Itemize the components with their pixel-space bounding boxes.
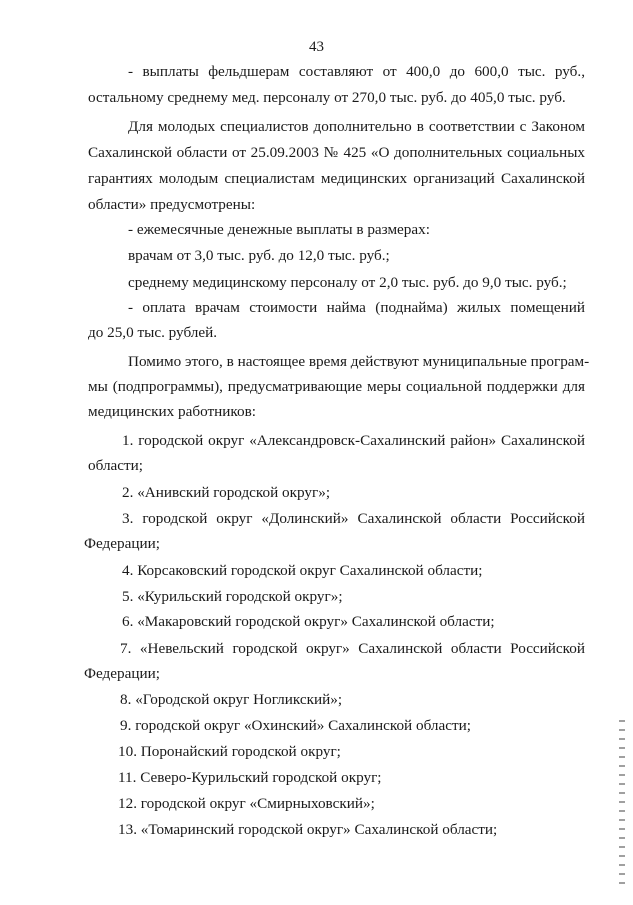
text-line: остальному среднему мед. персоналу от 270,0 тыс. руб. до 405,0 тыс. руб. bbox=[88, 89, 566, 106]
list-item: 12. городской округ «Смирныховский»; bbox=[118, 795, 375, 812]
text-line: Сахалинской области от 25.09.2003 № 425 «О дополнительных социальных bbox=[88, 144, 585, 161]
text-line: до 25,0 тыс. рублей. bbox=[88, 324, 218, 341]
page-number: 43 bbox=[309, 39, 324, 55]
list-item: 7. «Невельский городской округ» Сахалинской области Российской bbox=[120, 640, 585, 657]
list-item: 4. Корсаковский городской округ Сахалинской области; bbox=[122, 562, 483, 579]
text-line: Помимо этого, в настоящее время действуют муниципальные програм- bbox=[128, 353, 590, 370]
list-item: 9. городской округ «Охинский» Сахалинской области; bbox=[120, 717, 471, 734]
text-line: - ежемесячные денежные выплаты в размерах: bbox=[128, 221, 430, 238]
text-line: области» предусмотрены: bbox=[88, 196, 256, 213]
text-line: врачам от 3,0 тыс. руб. до 12,0 тыс. руб.; bbox=[128, 247, 390, 264]
text-line: - оплата врачам стоимости найма (поднайма) жилых помещений bbox=[128, 299, 585, 316]
scan-margin-marks bbox=[619, 720, 625, 885]
text-line: гарантиях молодым специалистам медицинских организаций Сахалинской bbox=[88, 170, 585, 187]
list-item: 5. «Курильский городской округ»; bbox=[122, 588, 343, 605]
text-line: Для молодых специалистов дополнительно в соответствии с Законом bbox=[128, 118, 585, 135]
list-item: 1. городской округ «Александровск-Сахалинский район» Сахалинской bbox=[122, 432, 585, 449]
list-item-continuation: Федерации; bbox=[84, 665, 160, 682]
list-item: 3. городской округ «Долинский» Сахалинской области Российской bbox=[122, 510, 585, 527]
text-line: - выплаты фельдшерам составляют от 400,0 до 600,0 тыс. руб., bbox=[128, 63, 585, 80]
list-item: 11. Северо-Курильский городской округ; bbox=[118, 769, 382, 786]
list-item: 8. «Городской округ Ногликский»; bbox=[120, 691, 343, 708]
list-item: 13. «Томаринский городской округ» Сахалинской области; bbox=[118, 821, 498, 838]
list-item-continuation: Федерации; bbox=[84, 535, 160, 552]
list-item-continuation: области; bbox=[88, 457, 143, 474]
text-line: среднему медицинскому персоналу от 2,0 тыс. руб. до 9,0 тыс. руб.; bbox=[128, 274, 567, 291]
text-line: мы (подпрограммы), предусматривающие меры социальной поддержки для bbox=[88, 378, 585, 395]
list-item: 10. Поронайский городской округ; bbox=[118, 743, 341, 760]
text-line: медицинских работников: bbox=[88, 403, 256, 420]
list-item: 2. «Анивский городской округ»; bbox=[122, 484, 331, 501]
list-item: 6. «Макаровский городской округ» Сахалинской области; bbox=[122, 613, 495, 630]
